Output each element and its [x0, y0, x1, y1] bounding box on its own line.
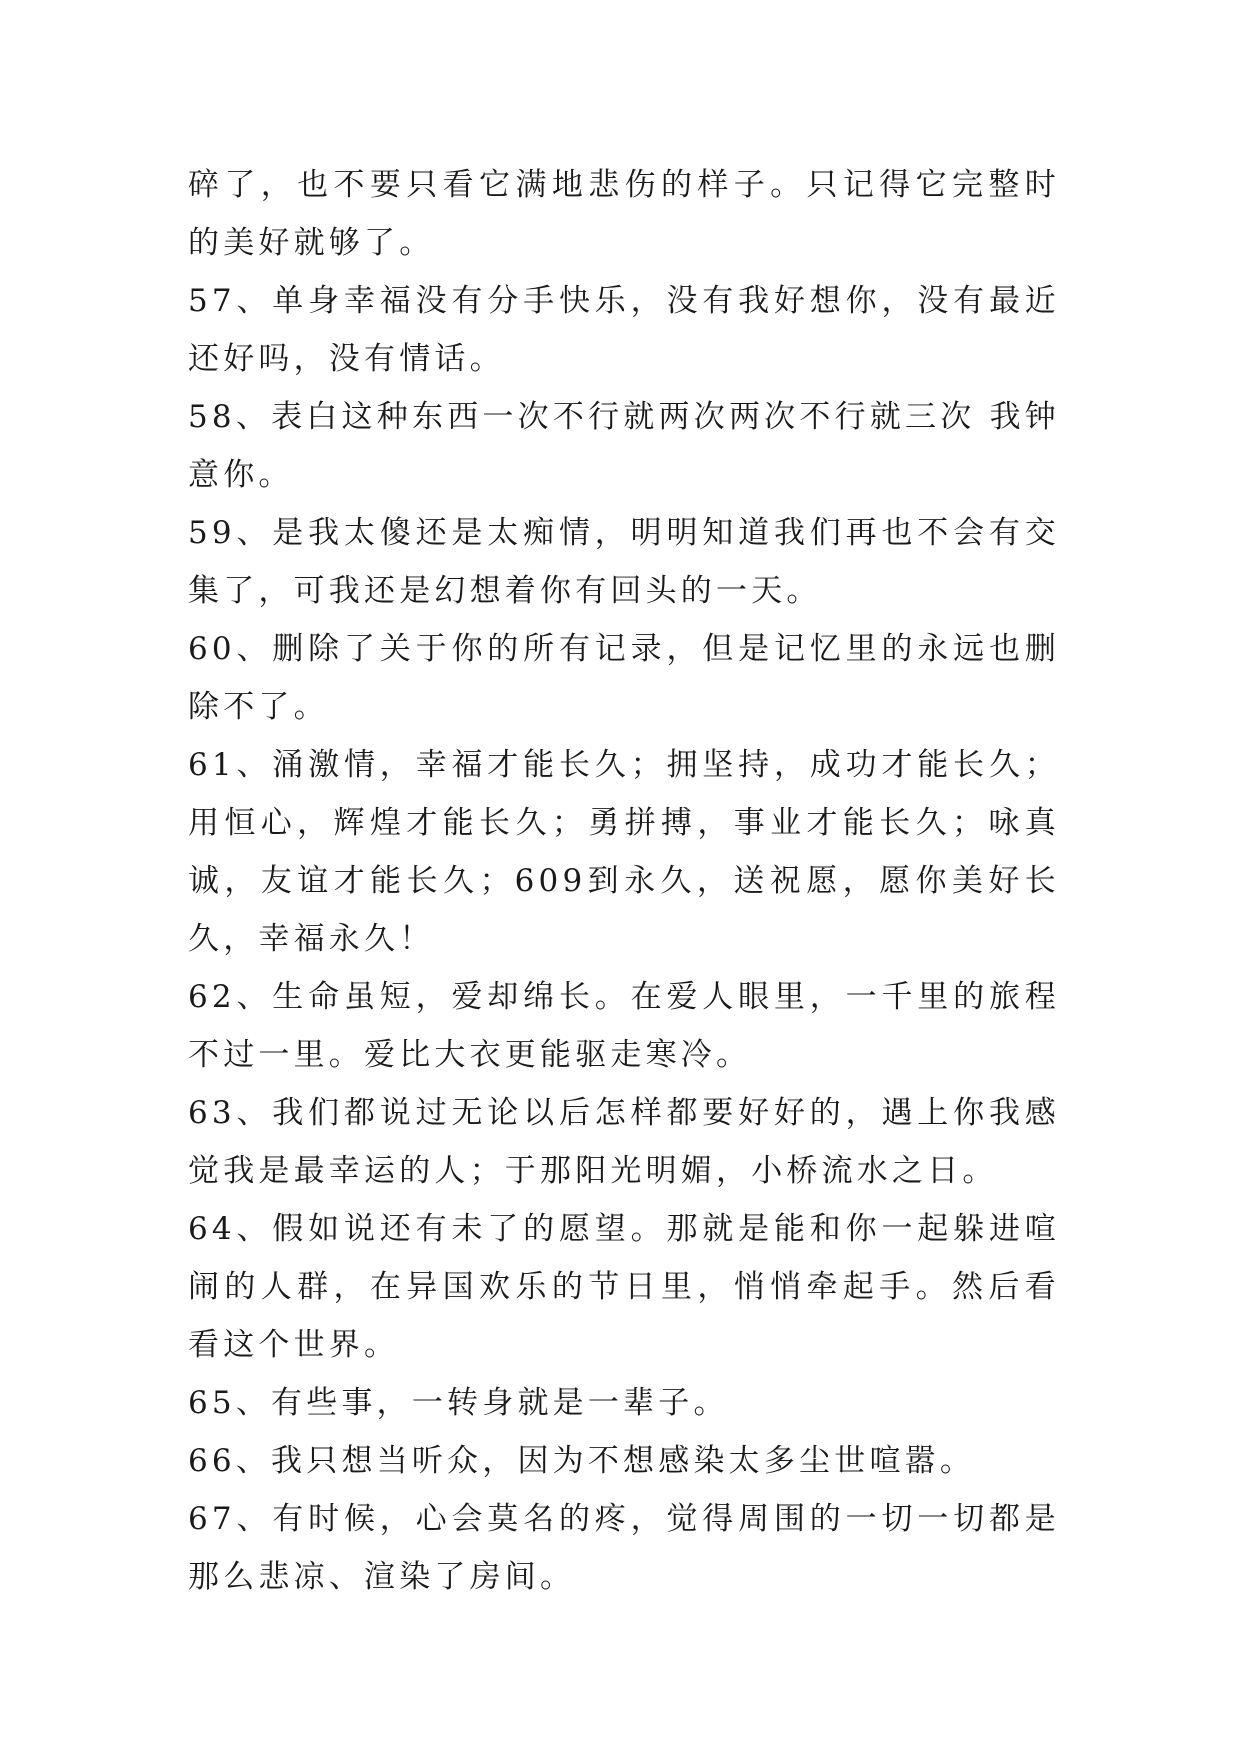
paragraph-62: 62、生命虽短，爱却绵长。在爱人眼里，一千里的旅程不过一里。爱比大衣更能驱走寒冷。	[188, 979, 1060, 1073]
document-page	[188, 156, 1060, 1606]
paragraph-65: 65、有些事，一转身就是一辈子。	[188, 1385, 729, 1421]
paragraph-63: 63、我们都说过无论以后怎样都要好好的，遇上你我感觉我是最幸运的人；于那阳光明媚，小桥流水之日。	[188, 1095, 1060, 1189]
paragraph-64: 64、假如说还有未了的愿望。那就是能和你一起躲进喧闹的人群，在异国欢乐的节日里，悄悄牵起手。然后看看这个世界。	[188, 1211, 1060, 1363]
paragraph-59: 59、是我太傻还是太痴情，明明知道我们再也不会有交集了，可我还是幻想着你有回头的一天。	[188, 515, 1060, 609]
paragraph-continuation: 碎了，也不要只看它满地悲伤的样子。只记得它完整时的美好就够了。	[188, 167, 1060, 261]
paragraph-58: 58、表白这种东西一次不行就两次两次不行就三次 我钟意你。	[188, 399, 1060, 493]
paragraph-66: 66、我只想当听众，因为不想感染太多尘世喧嚣。	[188, 1443, 976, 1479]
paragraph-67: 67、有时候，心会莫名的疼，觉得周围的一切一切都是那么悲凉、渲染了房间。	[188, 1501, 1060, 1595]
paragraph-57: 57、单身幸福没有分手快乐，没有我好想你，没有最近还好吗，没有情话。	[188, 283, 1060, 377]
paragraph-60: 60、删除了关于你的所有记录，但是记忆里的永远也删除不了。	[188, 631, 1060, 725]
paragraph-61: 61、涌激情，幸福才能长久；拥坚持，成功才能长久；用恒心，辉煌才能长久；勇拼搏，事业才能长久；咏真诚，友谊才能长久；609到永久，送祝愿，愿你美好长久，幸福永久！	[188, 747, 1060, 957]
